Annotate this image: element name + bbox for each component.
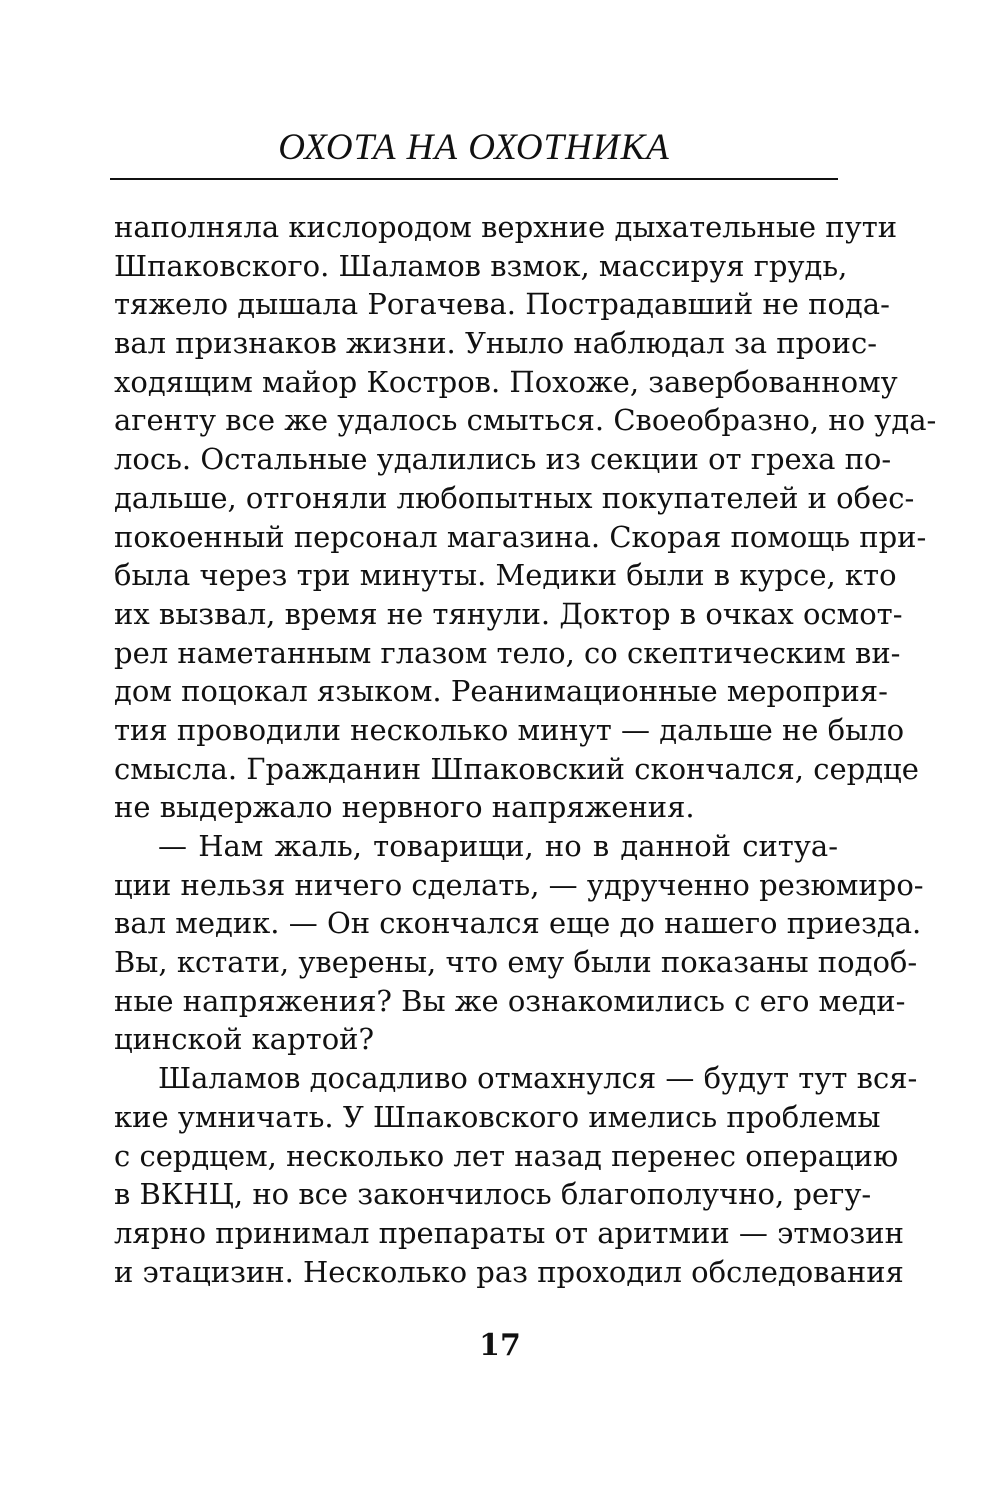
text-line: и этацизин. Несколько раз проходил обследования bbox=[114, 1254, 904, 1289]
text-line: лось. Остальные удалились из секции от греха по- bbox=[114, 442, 892, 477]
text-line: Шаламов досадливо отмахнулся — будут тут вся- bbox=[158, 1061, 918, 1096]
page-number: 17 bbox=[479, 1328, 521, 1363]
text-line: ции нельзя ничего сделать, — удрученно резюмиро- bbox=[114, 867, 924, 902]
text-line: агенту все же удалось смыться. Своеобразно, но уда- bbox=[114, 403, 937, 438]
text-line: ходящим майор Костров. Похоже, завербованному bbox=[114, 364, 898, 399]
text-line: их вызвал, время не тянули. Доктор в очках осмот- bbox=[114, 596, 903, 631]
text-line: дальше, отгоняли любопытных покупателей и обес- bbox=[114, 480, 915, 515]
text-line: тия проводили несколько минут — дальше не было bbox=[114, 712, 905, 747]
text-line: вал медик. — Он скончался еще до нашего приезда. bbox=[114, 906, 922, 941]
text-line: с сердцем, несколько лет назад перенес операцию bbox=[114, 1138, 899, 1173]
running-head: ОХОТА НА ОХОТНИКА bbox=[278, 127, 670, 168]
text-line: тяжело дышала Рогачева. Пострадавший не пода- bbox=[114, 287, 890, 322]
body-text bbox=[114, 208, 937, 1291]
text-line: в ВКНЦ, но все закончилось благополучно, регу- bbox=[114, 1177, 872, 1212]
header-rule bbox=[110, 178, 838, 180]
text-line: покоенный персонал магазина. Скорая помощь при- bbox=[114, 519, 927, 554]
text-line: кие умничать. У Шпаковского имелись проблемы bbox=[114, 1099, 881, 1134]
text-line: вал признаков жизни. Уныло наблюдал за проис- bbox=[114, 326, 878, 361]
text-line: наполняла кислородом верхние дыхательные пути bbox=[114, 210, 898, 244]
text-line: лярно принимал препараты от аритмии — этмозин bbox=[114, 1215, 904, 1250]
text-line: Шпаковского. Шаламов взмок, массируя грудь, bbox=[114, 248, 848, 283]
text-line: — Нам жаль, товарищи, но в данной ситуа- bbox=[158, 829, 838, 863]
text-line: не выдержало нервного напряжения. bbox=[114, 790, 695, 825]
text-line: дом поцокал языком. Реанимационные мероприя- bbox=[114, 674, 888, 709]
text-line: Вы, кстати, уверены, что ему были показаны подоб- bbox=[114, 945, 918, 980]
text-line: смысла. Гражданин Шпаковский скончался, сердце bbox=[114, 751, 919, 786]
text-line: цинской картой? bbox=[114, 1022, 375, 1057]
text-line: ные напряжения? Вы же ознакомились с его меди- bbox=[114, 983, 906, 1018]
text-line: была через три минуты. Медики были в курсе, кто bbox=[114, 558, 897, 593]
text-line: рел наметанным глазом тело, со скептическим ви- bbox=[114, 635, 901, 670]
